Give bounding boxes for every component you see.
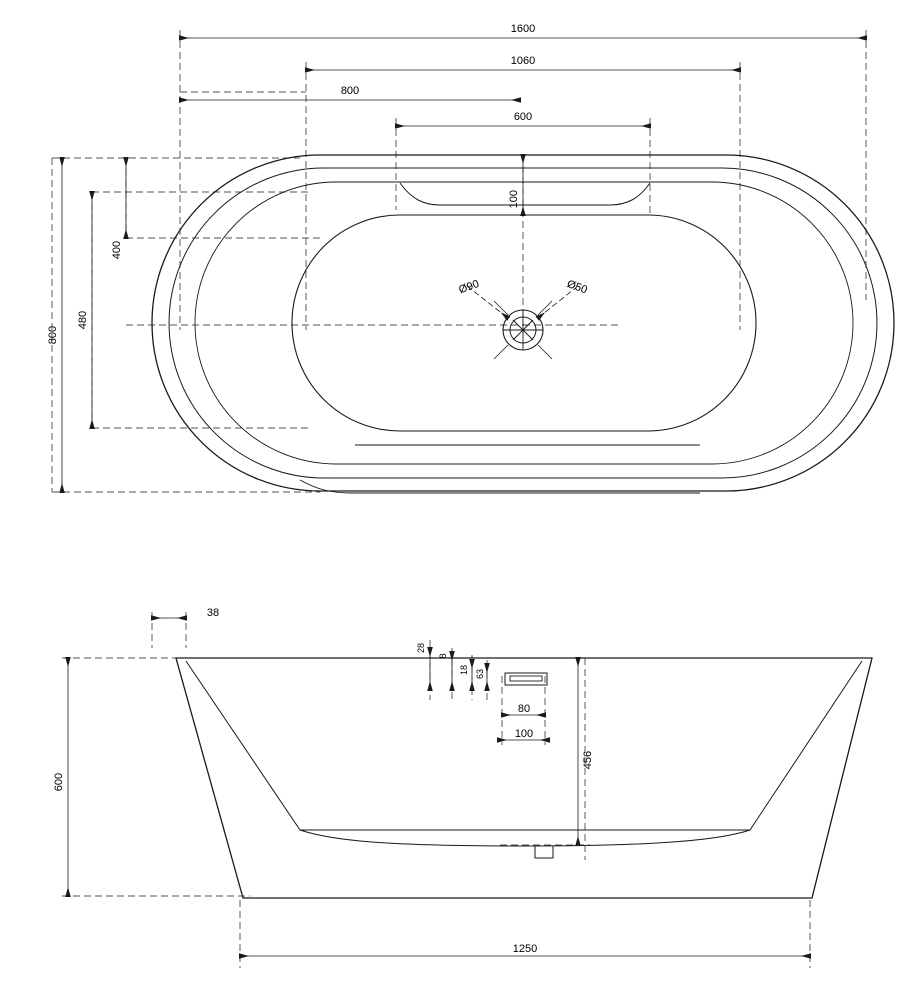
dim-base-length: 1250 — [512, 943, 538, 955]
headrest-notch — [400, 183, 650, 205]
dim-overflow-offset-8: 8 — [438, 653, 448, 659]
dim-overall-height: 600 — [53, 772, 65, 792]
dim-overall-width: 800 — [47, 325, 59, 345]
dim-inner-width-400: 400 — [111, 240, 123, 260]
front-view-extension-lines — [62, 612, 810, 968]
dim-water-height: 456 — [582, 750, 594, 770]
dim-headrest-depth: 100 — [508, 190, 520, 209]
tub-front-base-curve — [300, 830, 750, 846]
dim-slot-width-80: 80 — [517, 703, 531, 715]
dim-inner-rim-length: 1060 — [510, 55, 536, 67]
callout-overflow-hole: Ø50 — [565, 277, 589, 297]
callout-waste-hole: Ø90 — [457, 277, 481, 297]
overflow-plate — [505, 673, 547, 685]
dim-overflow-slot-18: 18 — [459, 664, 469, 676]
tub-front-inner-line — [186, 661, 862, 830]
dim-overflow-slot-63: 63 — [475, 668, 485, 680]
dim-offset-800: 800 — [340, 85, 360, 97]
top-view-extension-lines — [52, 30, 866, 492]
top-view-dimension-lines — [62, 38, 866, 492]
tub-rim-inner-outline — [195, 182, 853, 464]
tub-basin-outline — [292, 215, 756, 431]
dim-slot-plate-100: 100 — [514, 728, 534, 740]
overflow-slot — [510, 676, 542, 681]
dim-overall-length: 1600 — [510, 23, 536, 35]
tub-front-drain-notch — [535, 846, 553, 858]
dim-wall-thickness: 38 — [206, 607, 220, 619]
drain-leader-lines — [467, 286, 578, 318]
dim-offset-600: 600 — [513, 111, 533, 123]
tub-front-outline — [176, 658, 872, 898]
dim-overflow-offset-28: 28 — [416, 642, 426, 654]
dim-inner-width-480: 480 — [77, 310, 89, 330]
top-view-group — [52, 30, 894, 493]
